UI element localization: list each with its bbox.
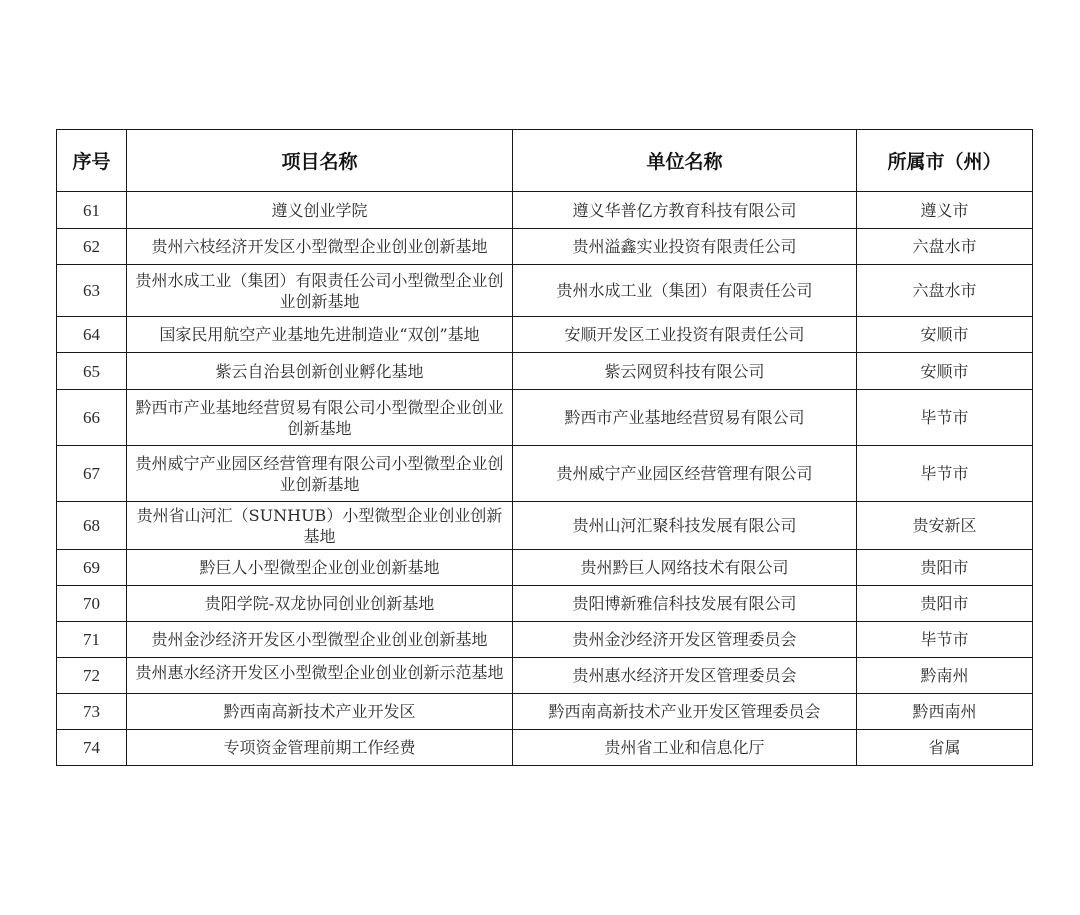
row-unit: 贵州黔巨人网络技术有限公司: [513, 550, 857, 586]
row-index: 72: [57, 658, 127, 694]
row-project: 遵义创业学院: [127, 192, 513, 229]
row-unit: 贵州省工业和信息化厅: [513, 730, 857, 766]
table-row: [57, 192, 1033, 229]
row-unit: 紫云网贸科技有限公司: [513, 353, 857, 390]
table-row: [57, 229, 1033, 265]
table-row: [57, 622, 1033, 658]
row-project: 贵州威宁产业园区经营管理有限公司小型微型企业创业创新基地: [127, 446, 513, 502]
table-row: [57, 730, 1033, 766]
table-row: [57, 446, 1033, 502]
row-project: 贵州水成工业（集团）有限责任公司小型微型企业创业创新基地: [127, 265, 513, 317]
row-index: 66: [57, 390, 127, 446]
row-unit: 贵州威宁产业园区经营管理有限公司: [513, 446, 857, 502]
row-unit: 黔西市产业基地经营贸易有限公司: [513, 390, 857, 446]
row-index: 63: [57, 265, 127, 317]
row-project: 贵州金沙经济开发区小型微型企业创业创新基地: [127, 622, 513, 658]
row-index: 61: [57, 192, 127, 229]
row-city: 毕节市: [857, 622, 1033, 658]
row-city: 省属: [857, 730, 1033, 766]
row-unit: 黔西南高新技术产业开发区管理委员会: [513, 694, 857, 730]
row-unit: 贵州山河汇聚科技发展有限公司: [513, 502, 857, 550]
row-project: 贵州省山河汇（SUNHUB）小型微型企业创业创新基地: [127, 502, 513, 550]
row-city: 贵安新区: [857, 502, 1033, 550]
row-project: 贵州惠水经济开发区小型微型企业创业创新示范基地: [135, 662, 504, 682]
row-unit: 安顺开发区工业投资有限责任公司: [513, 317, 857, 353]
row-index: 65: [57, 353, 127, 390]
row-city: 贵阳市: [857, 550, 1033, 586]
header-row: [57, 130, 1033, 192]
row-project: 黔西市产业基地经营贸易有限公司小型微型企业创业创新基地: [127, 390, 513, 446]
header-project-name: 项目名称: [127, 130, 513, 192]
row-project: 贵阳学院-双龙协同创业创新基地: [127, 586, 513, 622]
header-index: 序号: [57, 130, 127, 192]
row-city: 六盘水市: [857, 229, 1033, 265]
row-index: 74: [57, 730, 127, 766]
row-city: 遵义市: [857, 192, 1033, 229]
row-city: 安顺市: [857, 353, 1033, 390]
row-project: 国家民用航空产业基地先进制造业“双创”基地: [127, 317, 513, 353]
row-city: 安顺市: [857, 317, 1033, 353]
project-table: [56, 129, 1033, 766]
row-unit: 遵义华普亿方教育科技有限公司: [513, 192, 857, 229]
header-unit-name: 单位名称: [513, 130, 857, 192]
row-city: 毕节市: [857, 390, 1033, 446]
row-unit: 贵州溢鑫实业投资有限责任公司: [513, 229, 857, 265]
row-project: 黔西南高新技术产业开发区: [127, 694, 513, 730]
table-row: [57, 550, 1033, 586]
row-index: 73: [57, 694, 127, 730]
row-city: 黔西南州: [857, 694, 1033, 730]
header-city: 所属市（州）: [857, 130, 1033, 192]
table-row: [57, 586, 1033, 622]
row-index: 62: [57, 229, 127, 265]
table-row: [57, 658, 1033, 694]
row-project: 黔巨人小型微型企业创业创新基地: [127, 550, 513, 586]
row-city: 黔南州: [857, 658, 1033, 694]
row-project: 贵州六枝经济开发区小型微型企业创业创新基地: [127, 229, 513, 265]
row-unit: 贵州惠水经济开发区管理委员会: [513, 658, 857, 694]
table-row: [57, 265, 1033, 317]
row-unit: 贵阳博新雅信科技发展有限公司: [513, 586, 857, 622]
row-index: 70: [57, 586, 127, 622]
table-row: [57, 694, 1033, 730]
row-city: 贵阳市: [857, 586, 1033, 622]
row-project-cell: [127, 658, 513, 694]
table-row: [57, 390, 1033, 446]
row-index: 71: [57, 622, 127, 658]
row-index: 68: [57, 502, 127, 550]
table-row: [57, 317, 1033, 353]
row-index: 67: [57, 446, 127, 502]
row-index: 69: [57, 550, 127, 586]
row-project: 专项资金管理前期工作经费: [127, 730, 513, 766]
row-unit: 贵州金沙经济开发区管理委员会: [513, 622, 857, 658]
row-unit: 贵州水成工业（集团）有限责任公司: [513, 265, 857, 317]
row-project: 紫云自治县创新创业孵化基地: [127, 353, 513, 390]
row-city: 六盘水市: [857, 265, 1033, 317]
row-city: 毕节市: [857, 446, 1033, 502]
table-row: [57, 502, 1033, 550]
table-row: [57, 353, 1033, 390]
row-index: 64: [57, 317, 127, 353]
